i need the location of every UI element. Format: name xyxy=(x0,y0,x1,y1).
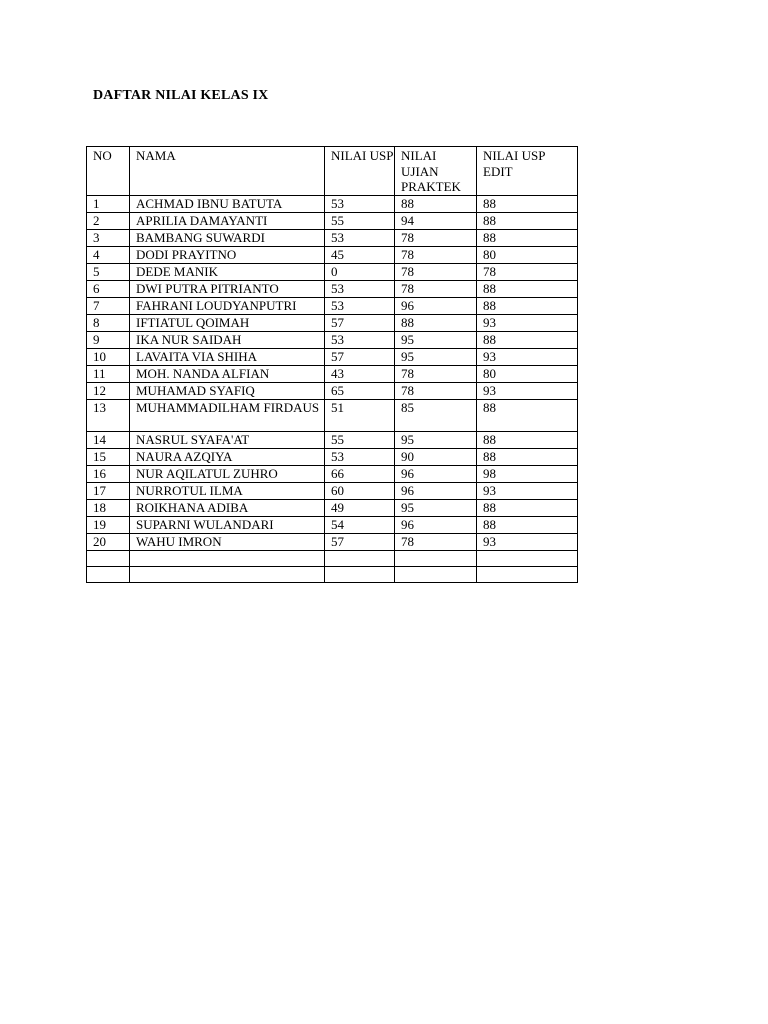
cell-nilai-usp-edit: 88 xyxy=(477,449,578,466)
cell-nama: NASRUL SYAFA'AT xyxy=(130,432,325,449)
table-row xyxy=(87,281,578,298)
table-row xyxy=(87,332,578,349)
cell-nama: NUR AQILATUL ZUHRO xyxy=(130,466,325,483)
cell-nama: MUHAMMADILHAM FIRDAUS xyxy=(130,400,325,432)
cell-nilai-ujian-praktek: 96 xyxy=(395,517,477,534)
table-row xyxy=(87,517,578,534)
cell-no: 14 xyxy=(87,432,130,449)
grades-table xyxy=(86,146,578,583)
cell-nilai-ujian-praktek: 94 xyxy=(395,213,477,230)
empty-cell xyxy=(325,551,395,567)
cell-nama: BAMBANG SUWARDI xyxy=(130,230,325,247)
empty-table-row xyxy=(87,567,578,583)
cell-nilai-usp-edit: 78 xyxy=(477,264,578,281)
cell-nilai-usp-edit: 88 xyxy=(477,400,578,432)
header-nama: NAMA xyxy=(130,147,325,196)
cell-nilai-usp-edit: 93 xyxy=(477,483,578,500)
cell-no: 13 xyxy=(87,400,130,432)
cell-nilai-ujian-praktek: 78 xyxy=(395,383,477,400)
cell-no: 10 xyxy=(87,349,130,366)
cell-no: 4 xyxy=(87,247,130,264)
cell-nilai-usp: 57 xyxy=(325,349,395,366)
cell-nama: NURROTUL ILMA xyxy=(130,483,325,500)
header-no: NO xyxy=(87,147,130,196)
cell-nilai-usp-edit: 88 xyxy=(477,196,578,213)
cell-nilai-usp: 53 xyxy=(325,298,395,315)
cell-nilai-usp-edit: 88 xyxy=(477,298,578,315)
cell-no: 5 xyxy=(87,264,130,281)
cell-nilai-usp: 45 xyxy=(325,247,395,264)
cell-nilai-usp-edit: 88 xyxy=(477,213,578,230)
table-row xyxy=(87,349,578,366)
cell-nilai-ujian-praktek: 88 xyxy=(395,315,477,332)
cell-nilai-ujian-praktek: 96 xyxy=(395,466,477,483)
grades-table-body xyxy=(87,147,578,583)
header-nilai-usp-edit: NILAI USP EDIT xyxy=(477,147,578,196)
cell-no: 16 xyxy=(87,466,130,483)
cell-nilai-usp: 57 xyxy=(325,315,395,332)
cell-nama: IKA NUR SAIDAH xyxy=(130,332,325,349)
table-row xyxy=(87,230,578,247)
cell-no: 12 xyxy=(87,383,130,400)
table-row xyxy=(87,298,578,315)
cell-nilai-usp: 53 xyxy=(325,196,395,213)
table-row xyxy=(87,449,578,466)
cell-nilai-usp: 53 xyxy=(325,230,395,247)
table-row xyxy=(87,466,578,483)
cell-nilai-ujian-praktek: 78 xyxy=(395,230,477,247)
cell-nilai-usp: 0 xyxy=(325,264,395,281)
cell-no: 17 xyxy=(87,483,130,500)
cell-nilai-usp-edit: 88 xyxy=(477,517,578,534)
cell-nilai-usp-edit: 88 xyxy=(477,230,578,247)
cell-no: 19 xyxy=(87,517,130,534)
cell-nama: DWI PUTRA PITRIANTO xyxy=(130,281,325,298)
table-row xyxy=(87,500,578,517)
table-header-row xyxy=(87,147,578,196)
page-title: DAFTAR NILAI KELAS IX xyxy=(93,88,269,103)
cell-nama: SUPARNI WULANDARI xyxy=(130,517,325,534)
cell-no: 1 xyxy=(87,196,130,213)
cell-nilai-ujian-praktek: 95 xyxy=(395,349,477,366)
cell-nilai-usp-edit: 93 xyxy=(477,534,578,551)
cell-nilai-usp: 51 xyxy=(325,400,395,432)
cell-no: 15 xyxy=(87,449,130,466)
table-row xyxy=(87,400,578,432)
cell-no: 3 xyxy=(87,230,130,247)
cell-nama: APRILIA DAMAYANTI xyxy=(130,213,325,230)
table-row xyxy=(87,383,578,400)
cell-nilai-ujian-praktek: 95 xyxy=(395,500,477,517)
cell-nama: MOH. NANDA ALFIAN xyxy=(130,366,325,383)
cell-nilai-usp-edit: 98 xyxy=(477,466,578,483)
cell-no: 11 xyxy=(87,366,130,383)
empty-cell xyxy=(395,567,477,583)
cell-nilai-ujian-praktek: 96 xyxy=(395,483,477,500)
table-row xyxy=(87,534,578,551)
cell-nama: NAURA AZQIYA xyxy=(130,449,325,466)
cell-no: 6 xyxy=(87,281,130,298)
cell-no: 2 xyxy=(87,213,130,230)
cell-nama: WAHU IMRON xyxy=(130,534,325,551)
cell-no: 9 xyxy=(87,332,130,349)
cell-nilai-ujian-praktek: 78 xyxy=(395,366,477,383)
cell-nilai-usp: 49 xyxy=(325,500,395,517)
cell-nilai-ujian-praktek: 78 xyxy=(395,264,477,281)
table-row xyxy=(87,264,578,281)
cell-nilai-ujian-praktek: 95 xyxy=(395,332,477,349)
cell-nilai-usp: 53 xyxy=(325,449,395,466)
cell-nilai-usp: 65 xyxy=(325,383,395,400)
cell-nilai-ujian-praktek: 78 xyxy=(395,534,477,551)
cell-nama: IFTIATUL QOIMAH xyxy=(130,315,325,332)
cell-nama: ACHMAD IBNU BATUTA xyxy=(130,196,325,213)
table-row xyxy=(87,247,578,264)
cell-nilai-usp-edit: 93 xyxy=(477,315,578,332)
cell-nilai-ujian-praktek: 95 xyxy=(395,432,477,449)
cell-nama: MUHAMAD SYAFIQ xyxy=(130,383,325,400)
cell-nilai-usp-edit: 88 xyxy=(477,432,578,449)
empty-cell xyxy=(130,567,325,583)
empty-cell xyxy=(325,567,395,583)
table-row xyxy=(87,213,578,230)
header-nilai-usp: NILAI USP xyxy=(325,147,395,196)
cell-nilai-usp: 57 xyxy=(325,534,395,551)
cell-no: 8 xyxy=(87,315,130,332)
cell-nilai-usp-edit: 80 xyxy=(477,366,578,383)
cell-nilai-usp-edit: 80 xyxy=(477,247,578,264)
cell-nilai-ujian-praktek: 85 xyxy=(395,400,477,432)
cell-nilai-usp: 55 xyxy=(325,432,395,449)
cell-nilai-usp-edit: 93 xyxy=(477,383,578,400)
empty-cell xyxy=(130,551,325,567)
cell-nilai-usp: 53 xyxy=(325,281,395,298)
table-row xyxy=(87,483,578,500)
cell-nilai-ujian-praktek: 78 xyxy=(395,247,477,264)
cell-nilai-usp: 66 xyxy=(325,466,395,483)
header-nilai-ujian-praktek: NILAI UJIAN PRAKTEK xyxy=(395,147,477,196)
cell-no: 20 xyxy=(87,534,130,551)
table-row xyxy=(87,432,578,449)
cell-nama: FAHRANI LOUDYANPUTRI xyxy=(130,298,325,315)
cell-nama: LAVAITA VIA SHIHA xyxy=(130,349,325,366)
cell-nilai-usp: 43 xyxy=(325,366,395,383)
empty-cell xyxy=(477,567,578,583)
table-row xyxy=(87,196,578,213)
cell-nilai-usp: 55 xyxy=(325,213,395,230)
empty-cell xyxy=(477,551,578,567)
empty-cell xyxy=(87,551,130,567)
cell-nama: ROIKHANA ADIBA xyxy=(130,500,325,517)
empty-cell xyxy=(395,551,477,567)
cell-no: 18 xyxy=(87,500,130,517)
cell-nilai-ujian-praktek: 90 xyxy=(395,449,477,466)
table-row xyxy=(87,366,578,383)
cell-nilai-usp: 53 xyxy=(325,332,395,349)
empty-cell xyxy=(87,567,130,583)
cell-nilai-usp-edit: 93 xyxy=(477,349,578,366)
cell-no: 7 xyxy=(87,298,130,315)
cell-nilai-ujian-praktek: 96 xyxy=(395,298,477,315)
cell-nilai-ujian-praktek: 78 xyxy=(395,281,477,298)
cell-nilai-usp: 60 xyxy=(325,483,395,500)
cell-nilai-usp: 54 xyxy=(325,517,395,534)
cell-nama: DODI PRAYITNO xyxy=(130,247,325,264)
cell-nilai-ujian-praktek: 88 xyxy=(395,196,477,213)
cell-nilai-usp-edit: 88 xyxy=(477,332,578,349)
cell-nama: DEDE MANIK xyxy=(130,264,325,281)
table-row xyxy=(87,315,578,332)
empty-table-row xyxy=(87,551,578,567)
cell-nilai-usp-edit: 88 xyxy=(477,281,578,298)
cell-nilai-usp-edit: 88 xyxy=(477,500,578,517)
